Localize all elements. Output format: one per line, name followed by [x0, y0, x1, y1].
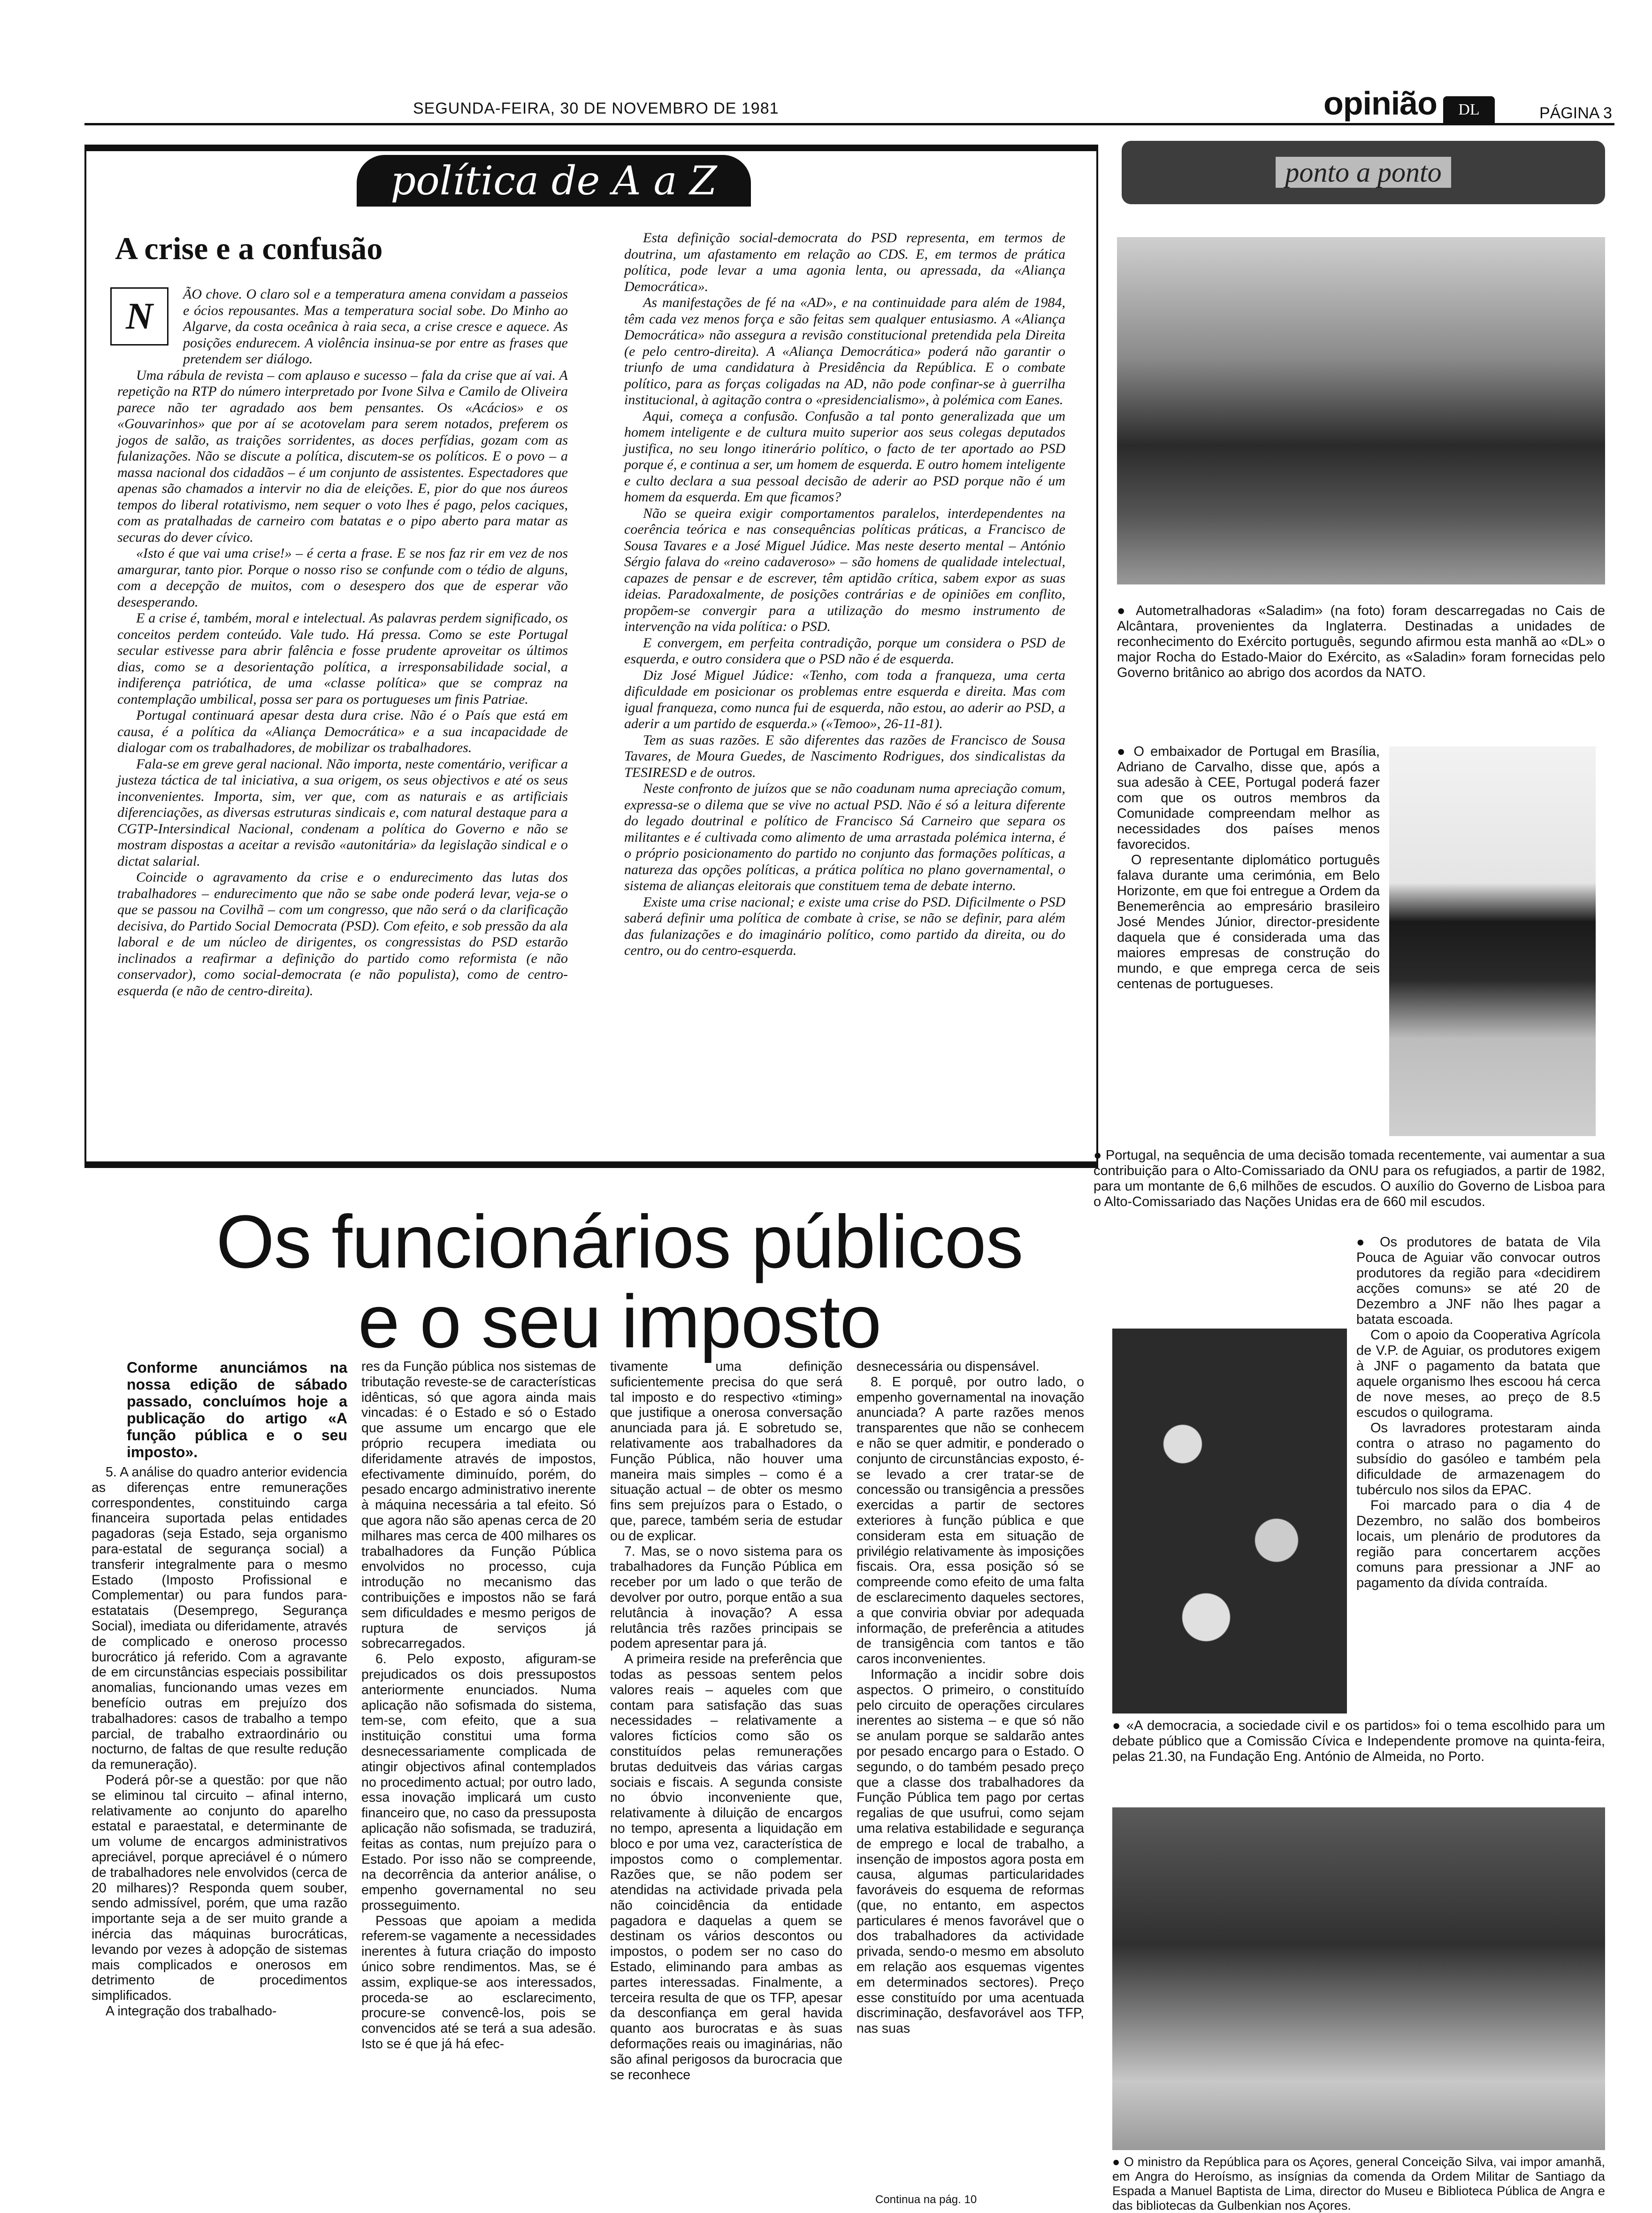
paragraph: A integração dos trabalhado-: [106, 2003, 277, 2019]
ponto-item-acores: ● O ministro da República para os Açores, general Conceição Silva, vai impor amanhã, em Angra do Heroísmo, as insígnias da comenda da Ordem Militar de Santiago da Espada a Manuel Baptista de Lima, director do Museu e Biblioteca Pública de Angra e das bibliotecas da Gulbenkian nos Açores.: [1112, 2155, 1605, 2213]
paragraph: Fala-se em greve geral nacional. Não importa, neste comentário, verificar a justeza táctica de tal iniciativa, a sua origem, os seus objectivos e até os seus inconvenientes. Importa, sim, ver que, com as naturais e as artificiais diferenciações, as diversas estruturas sindicais e, com natural destaque para a CGTP-Intersindical Nacional, condenam a política do Governo e não se mostram dispostas a aceitar a revisão «autonitária» da legislação sindical e o dictat salarial.: [117, 756, 568, 869]
paragraph: desnecessária ou dispensável.: [857, 1359, 1040, 1374]
paragraph: 6. Pelo exposto, afiguram-se prejudicados os dois pressupostos anteriormente enunciados. Numa aplicação não sofismada do sistema, tem-se, com efeito, que a sua instituição constitui uma forma desnecessariamente complicada de atingir objectivos afinal contemplados no procedimento actual; por outro lado, essa inovação implicará um custo financeiro que, no caso da pressuposta aplicação não sofismada, se traduzirá, feitas as contas, num prejuízo para o Estado. Por isso não se compreende, na decorrência da anterior análise, o empenho governamental no seu prosseguimento.: [361, 1652, 596, 1913]
paragraph: Informação a incidir sobre dois aspectos. O primeiro, o constituído pelo circuito de operações circulares inerentes ao sistema – e que só não se anulam porque se saldarão antes por pesado encargo para o Estado. O segundo, o do também pesado preço que a classe dos trabalhadores da Função Pública tem pago por certas regalias de que usufrui, como sejam uma relativa estabilidade e segurança de emprego e local de trabalho, a insenção de impostos agora posta em causa, algumas particularidades favoráveis do esquema de reformas (que, no entanto, em aspectos particulares é menos favorável que o dos trabalhadores da actividade privada, sendo-o mesmo em absoluto em relação aos esquemas vigentes em determinados sectores). Preço esse constituído por uma acentuada discriminação, desfavorável aos TFP, nas suas: [857, 1667, 1084, 2036]
ponto-rubric: [1122, 141, 1605, 204]
continued-notice: Continua na pág. 10: [875, 2193, 977, 2206]
politica-column-1: [117, 286, 568, 999]
edition-date: SEGUNDA-FEIRA, 30 DE NOVEMBRO DE 1981: [413, 100, 779, 117]
garden-photo: [1112, 1807, 1605, 2150]
headline-line-2: e o seu imposto: [358, 1279, 881, 1363]
monument-photo: [1389, 746, 1596, 1136]
drop-cap: N: [110, 287, 168, 346]
ponto-item-democracia: ● «A democracia, a sociedade civil e os partidos» foi o tema escolhido para um debate público que a Comissão Cívica e Independente promove na quinta-feira, pelas 21.30, na Fundação Eng. António de Almeida, no Porto.: [1112, 1718, 1605, 1764]
section-badge: DL: [1443, 96, 1495, 123]
paragraph: As manifestações de fé na «AD», e na continuidade para além de 1984, têm cada vez menos força e são feitas sem qualquer entusiasmo. A «Aliança Democrática» não assegura a revisão constitucional pretendida pela Direita (e pelo centro-direita). A «Aliança Democrática» poderá não garantir o triunfo de uma candidatura à Presidência da República. E o combate político, para as forças coligadas na AD, não pode confinar-se à guerrilha institucional, à agitação contra o «presidencialismo», à polémica com Eanes.: [624, 295, 1065, 407]
paragraph: E a crise é, também, moral e intelectual. As palavras perdem significado, os conceitos perdem conteúdo. Vale tudo. Há pressa. Como se este Portugal secular estivesse para abrir falência e fosse prudente aproveitar os últimos dias, como se a desorientação política, a irresponsabilidade social, a indiferença patriótica, de uma «classe política» que se compraz na contemplação umbilical, possa ser para os portugueses um finis Patriae.: [117, 610, 568, 707]
ponto-item-onu: ● Portugal, na sequência de uma decisão tomada recentemente, vai aumentar a sua contribuição para o Alto-Comissariado da ONU para os refugiados, a partir de 1982, para um montante de 6,6 milhões de escudos. O auxílio do Governo de Lisboa para o Alto-Comissariado das Nações Unidas era de 660 mil escudos.: [1094, 1148, 1605, 1209]
paragraph: Portugal continuará apesar desta dura crise. Não é o País que está em causa, é a política da «Aliança Democrática» e a sua incapacidade de dialogar com os trabalhadores, de mobilizar os trabalhadores.: [117, 707, 568, 755]
paragraph: Aqui, começa a confusão. Confusão a tal ponto generalizada que um homem inteligente e de cultura muito superior aos seus colegas deputados justifica, no seu longo itinerário político, o facto de ter aportado ao PSD porque é, e continua a ser, um homem de esquerda. E outro homem inteligente e culto declara a sua pessoal decisão de aderir ao PSD porque não é um homem da esquerda. Em que ficamos?: [624, 408, 1065, 505]
paragraph: Existe uma crise nacional; e existe uma crise do PSD. Dificilmente o PSD saberá definir uma política de combate à crise, se não se definir, para além das fulanizações e do imaginário político, como partido da direita, ou do centro, ou do centro-esquerda.: [624, 894, 1065, 958]
paragraph: Os lavradores protestaram ainda contra o atraso no pagamento do subsídio do gasóleo e também pela dificuldade de armazenagem do tubérculo nos silos da EPAC.: [1356, 1421, 1600, 1498]
paragraph: Uma rábula de revista – com aplauso e sucesso – fala da crise que aí vai. A repetição na RTP do número interpretado por Ivone Silva e Camilo de Oliveira parece não ter agradado aos bem pensantes. Os «Acácios» e os «Gouvarinhos» que por aí se acotovelam para serem notados, preferem os jogos de salão, as traições sorridentes, as doces perfídias, gozam com as fulanizações. Não se discute a política, discutem-se os políticos. E o povo – a massa nacional dos cidadãos – é um conjunto de assistentes. Espectadores que apenas são chamados a intervir no dia de eleições. E, pior do que nos áureos tempos do liberal rotativismo, nem sequer o voto lhes é pago, pelos caciques, com as pratalhadas de carneiro com batatas e o pipo aberto para matar as securas do dever cívico.: [117, 367, 568, 545]
paragraph: Neste confronto de juízos que se não coadunam numa apreciação comum, expressa-se o dilema que se vive no actual PSD. Não é só a leitura diferente do legado doutrinal e político de Francisco Sá Carneiro que separa os militantes e é cultivada como alimento de uma arrastada polémica interna, é o próprio posicionamento do partido no conjunto das formações políticas, a natureza das opções políticas, a prática política no plano governamental, o sistema de alianças eleitorais que constituem tema de debate interno.: [624, 781, 1065, 893]
ponto-item-saladim: ● Autometralhadoras «Saladim» (na foto) foram descarregadas no Cais de Alcântara, provenientes da Inglaterra. Destinadas a unidades de reconhecimento do Exército português, segundo afirmou esta manhã ao «DL» o major Rocha do Estado-Maior do Exército, as «Saladin» foram fornecidas pelo Governo britânico ao abrigo dos acordos da NATO.: [1117, 603, 1605, 680]
politica-box-top-bar: [84, 145, 1098, 151]
paragraph: 8. E porquê, por outro lado, o empenho governamental na inovação anunciada? A parte razões menos transparentes que não se conhecem e não se quer admitir, e ponderado o conjunto de circunstâncias exposto, é-se levado a crer tratar-se de concessão ou transigência a pressões exercidas a partir de sectores exteriores à função pública e que consideram esta em situação de privilégio relativamente às imposições fiscais. Ora, essa posição só se compreende como efeito de uma falta de esclarecimento daqueles sectores, a que conviria obviar por adequada informação, de preferência a atitudes de transigência com tantos e tão caros inconvenientes.: [857, 1374, 1084, 1667]
paragraph: Diz José Miguel Júdice: «Tenho, com toda a franqueza, uma certa dificuldade em posicionar os problemas entre esquerda e direita. Mas com igual franqueza, como nunca fui de esquerda, não estou, ao aderir ao PSD, a aderir a um partido de esquerda.» («Temoo», 26-11-81).: [624, 667, 1065, 731]
paragraph: Foi marcado para o dia 4 de Dezembro, no salão dos bombeiros locais, um plenário de produtores da região para concertarem acções comuns para pressionar a JNF ao pagamento da dívida contraída.: [1356, 1498, 1600, 1591]
paragraph: O representante diplomático português falava durante uma cerimónia, em Belo Horizonte, em que foi entregue a Ordem da Benemerência ao empresário brasileiro José Mendes Júnior, director-presidente daquela que é considerada uma das maiores empresas de construção do mundo, e que emprega cerca de seis centenas de portugueses.: [1117, 853, 1380, 991]
paragraph: Poderá pôr-se a questão: por que não se eliminou tal circuito – afinal interno, relativamente ao conjunto do aparelho estatal e paraestatal, e determinante de um volume de encargos administrativos apreciável, porque apreciável é o número de trabalhadores nele envolvidos (cerca de 20 milhares)? Responda quem souber, sendo admissível, porém, que uma razão importante seja a de ser muito grande a inércia das máquinas burocráticas, levando por vezes à adopção de sistemas mais complicados e onerosos em detrimento de procedimentos simplificados.: [92, 1772, 347, 2004]
funcionarios-column-1: [92, 1465, 347, 2204]
funcionarios-column-3: [610, 1359, 842, 2202]
paragraph: 5. A análise do quadro anterior evidencia as diferenças entre remunerações correspondentes, constituindo carga financeira suportada pelas entidades pagadoras (seja Estado, seja organismo para-estatal de segurança social) a transferir integralmente para o mesmo Estado (Imposto Profissional e Complementar) ou para fundos para-estatatais (Desemprego, Segurança Social), imediata ou diferidamente, através de complicado e oneroso processo burocrático já referido. Com a agravante de em circunstâncias especiais possibilitar anomalias, funcionando umas vezes em benefício outras em prejuízo dos trabalhadores: casos de trabalho a tempo parcial, de trabalho extraordinário ou nocturno, de faltas de que resulte redução da remuneração).: [92, 1465, 347, 1773]
paragraph: ÃO chove. O claro sol e a temperatura amena convidam a passeios e ócios repousantes. Mas a temperatura social sobe. Do Minho ao Algarve, da costa oceânica à raia seca, a crise cresce e aquece. As posições endurecem. A violência insinua-se por entre as frases que pretendem ser diálogo.: [183, 286, 568, 367]
ponto-item-embaixador: [1117, 744, 1380, 992]
paragraph: A primeira reside na preferência que todas as pessoas sentem pelos valores reais – aqueles com que contam para satisfação das suas necessidades – relativamente a valores fictícios como são os constituídos pelas remunerações brutas deduitveis das várias cargas sociais e fiscais. A segunda consiste no óbvio inconveniente que, relativamente à diluição de encargos no tempo, apresenta a liquidação em bloco e por uma vez, característica de impostos como o complementar. Razões que, se não podem ser atendidas na actividade privada pela não coincidência da entidade pagadora e daquelas a quem se destinam os vários descontos ou impostos, o podem ser no caso do Estado, eliminando para ambas as partes interessadas. Finalmente, a terceira resulta de que os TFP, apesar da desconfiança em geral havida quanto aos burocratas e às suas deformações reais ou imaginárias, não são afinal perigosos da burocracia que se reconhece: [610, 1652, 842, 2082]
politica-column-2: [624, 230, 1065, 959]
potatoes-photo: [1112, 1329, 1347, 1714]
paragraph: «Isto é que vai uma crise!» – é certa a frase. E se nos faz rir em vez de nos amargurar, tanto pior. Porque o nosso riso se confunde com o tédio de alguns, com a decepção de muitos, com o desespero dos que de esperar vão desesperando.: [117, 546, 568, 610]
paragraph: Tem as suas razões. E são diferentes das razões de Francisco de Sousa Tavares, de Moura Guedes, de Nascimento Rodrigues, dos sindicalistas da TESIRESD e de outros.: [624, 732, 1065, 780]
paragraph: Pessoas que apoiam a medida referem-se vagamente a necessidades inerentes à futura criação do imposto único sobre rendimentos. Mas, se é assim, explique-se aos interessados, proceda-se ao esclarecimento, procure-se convencê-los, pois se convencidos até se terá a sua adesão. Isto se é que já há efec-: [361, 1913, 596, 2052]
paragraph: E convergem, em perfeita contradição, porque um considera o PSD de esquerda, e outro considera que o PSD não é de esquerda.: [624, 635, 1065, 667]
paragraph: ● Os produtores de batata de Vila Pouca de Aguiar vão convocar outros produtores da região para «decidirem acções comuns» se até 20 de Dezembro a JNF não lhes pagar a batata escoada.: [1356, 1235, 1600, 1327]
article-title: A crise e a confusão: [115, 231, 383, 266]
headline: [206, 1199, 1032, 1363]
paragraph: Com o apoio da Cooperativa Agrícola de V.P. de Aguiar, os produtores exigem à JNF o pagamento da batata que aquele organismo lhes escoou há cerca de nove meses, ao preço de 8.5 escudos o quilograma.: [1356, 1328, 1600, 1420]
ponto-item-batata: [1356, 1235, 1600, 1591]
ponto-rubric-label: ponto a ponto: [1276, 157, 1451, 188]
paragraph: Esta definição social-democrata do PSD representa, em termos de doutrina, um afastamento em relação ao CDS. E, em termos de prática política, pode levar a uma agonia lenta, ou apressada, da «Aliança Democrática».: [624, 230, 1065, 294]
politica-box-bottom-bar: [84, 1161, 1098, 1168]
paragraph: 7. Mas, se o novo sistema para os trabalhadores da Função Pública em receber por um lado o que terão de devolver por outro, porque então a sua relutância à inovação? A essa relutância três razões principais se podem apresentar para já.: [610, 1544, 842, 1652]
paragraph: ● O embaixador de Portugal em Brasília, Adriano de Carvalho, disse que, após a sua adesão à CEE, Portugal poderá fazer com que os outros membros da Comunidade compreendam melhor as necessidades dos países menos favorecidos.: [1117, 744, 1380, 852]
page-number: PÁGINA 3: [1539, 104, 1612, 122]
paragraph: Coincide o agravamento da crise e o endurecimento das lutas dos trabalhadores – endurecimento que não se sabe onde poderá levar, veja-se o que se passou na Covilhã – com um congresso, que não será o da clarificação decisiva, do Partido Social Democrata (PSD). Com efeito, e sob pressão da ala laboral e de um núcleo de dirigentes, os congressistas do PSD estarão inclinados a reafirmar a definição do partido como reformista (e não conservador), como social-democrata (e não populista), como de centro-esquerda (e não de centro-direita).: [117, 869, 568, 999]
headline-line-1: Os funcionários públicos: [216, 1199, 1023, 1283]
paragraph: res da Função pública nos sistemas de tributação reveste-se de características idênticas, só que agora ainda mais vincadas: é o Estado e só o Estado que assume um encargo que ele próprio recupera imediata ou diferidamente através de impostos, efectivamente diminuído, porém, do pesado encargo administrativo inerente à máquina necessária a tal efeito. Só que agora não são apenas cerca de 20 milhares mas cerca de 400 milhares os trabalhadores da Função Pública envolvidos no processo, cuja introdução no mecanismo das contribuições e impostos não se fará sem dificuldades e mesmo perigos de ruptura de serviços já sobrecarregados.: [361, 1359, 596, 1652]
saladim-photo: [1117, 237, 1605, 584]
paragraph: tivamente uma definição suficientemente precisa do que será tal imposto e do respectivo «timing» que justifique a onerosa conversação anunciada para já. E sobretudo se, relativamente aos trabalhadores da Função Pública, não houver uma maneira mais simples – como é a situação actual – de obter os mesmo fins sem prejuízos para o Estado, o que, parece, também seria de estudar ou de explicar.: [610, 1359, 842, 1544]
funcionarios-column-2: [361, 1359, 596, 2202]
header-rule: [84, 123, 1614, 125]
paragraph: Não se queira exigir comportamentos paralelos, interdependentes na coerência teórica e nas consequências políticas práticas, a Francisco de Sousa Tavares e a José Miguel Júdice. Mas neste deserto mental – António Sérgio falava do «reino cadaveroso» – são homens de qualidade intelectual, capazes de pensar e de escrever, têm aptidão crítica, sabem expor as suas ideias. Paradoxalmente, de posições contrárias e de opiniões em conflito, propõem-se convergir para a utilização do mesmo instrumento de intervenção na vida política: o PSD.: [624, 505, 1065, 634]
funcionarios-column-4: [857, 1359, 1084, 2185]
lead-paragraph: Conforme anunciámos na nossa edição de sábado passado, concluímos hoje a publicação do artigo «A função pública e o seu imposto».: [127, 1359, 347, 1460]
section-name: opinião: [1323, 85, 1437, 122]
politica-rubric: política de A a Z: [357, 155, 751, 207]
